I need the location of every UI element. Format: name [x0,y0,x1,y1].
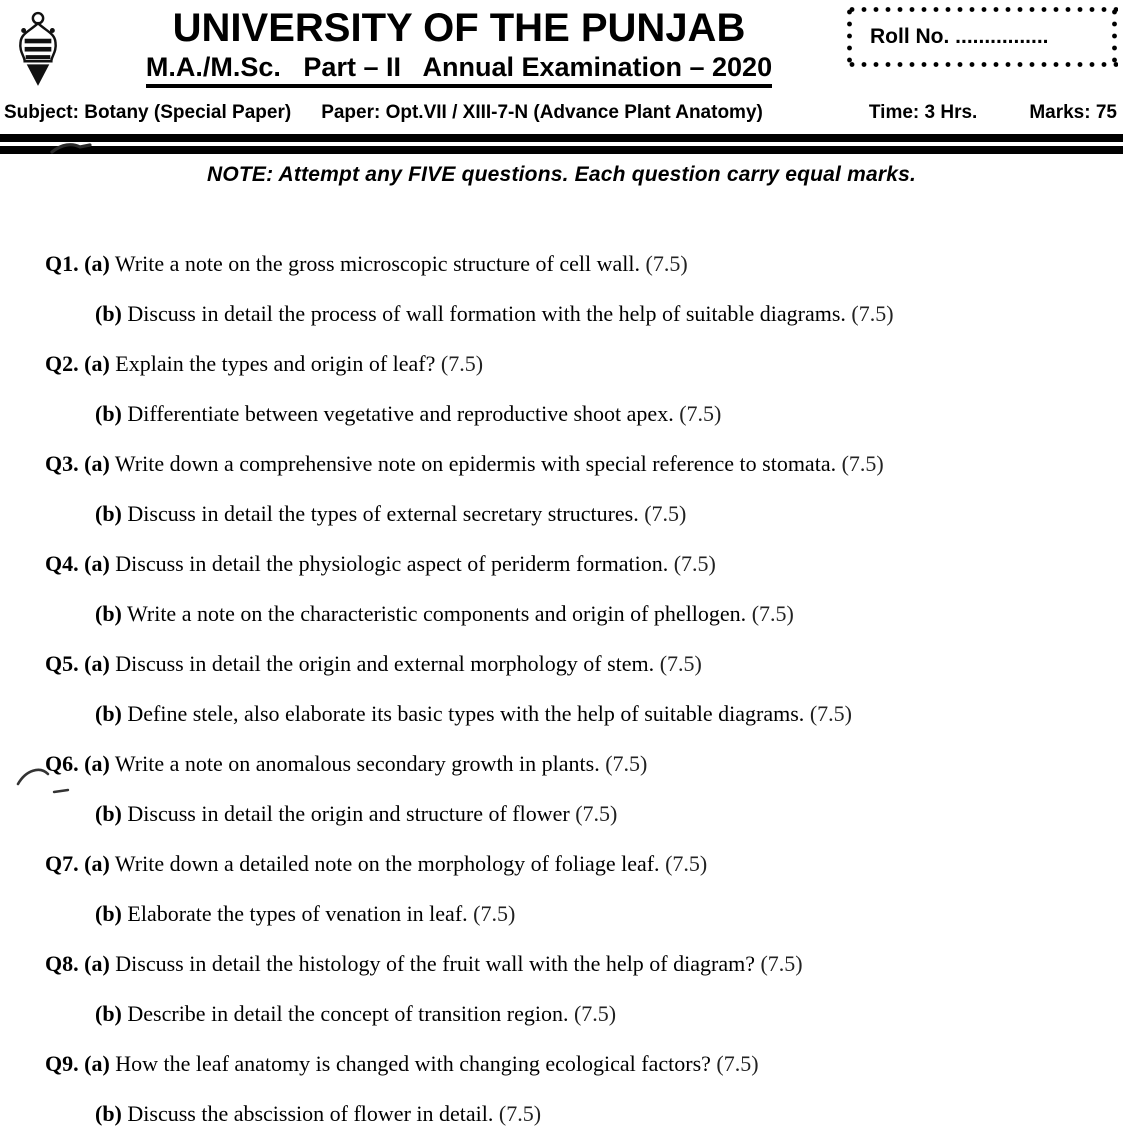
question-line [0,349,1123,379]
part-label: (a) [84,751,110,776]
question-line [0,899,1123,929]
part-label: (a) [84,251,110,276]
subject-label: Subject: Botany (Special Paper) [4,102,292,123]
question-line [0,299,1123,329]
question-text: Elaborate the types of venation in leaf. [127,901,468,926]
marks-value: (7.5) [440,351,484,376]
question-number: Q3. [45,451,79,476]
question-text: Write down a detailed note on the morphology of foliage leaf. [114,851,660,876]
question-number: Q8. [45,951,79,976]
part-label: (b) [95,901,122,926]
divider-bar-top [0,134,1123,142]
marks-value: (7.5) [575,801,618,826]
question-number: Q5. [45,651,79,676]
question-line [0,1099,1123,1129]
marks-value: (7.5) [644,501,687,526]
question-text: Discuss in detail the histology of the fruit wall with the help of diagram? [115,951,755,976]
question-line [0,549,1123,579]
marks-value: (7.5) [851,301,894,326]
marks-value: (7.5) [605,751,648,776]
question-number: Q7. [45,851,79,876]
part-label: (a) [84,1051,110,1076]
question-text: Discuss in detail the types of external secretary structures. [127,501,639,526]
part-label: (b) [95,1101,122,1126]
marks-value: (7.5) [573,1001,617,1026]
question-number: Q9. [45,1051,79,1076]
question-line [0,999,1123,1029]
marks-value: (7.5) [716,1051,759,1076]
question-text: Describe in detail the concept of transition region. [127,1001,569,1026]
part-label: (a) [84,951,110,976]
marks-value: (7.5) [809,701,852,726]
marks-value: (7.5) [473,901,516,926]
question-text: Discuss in detail the origin and structure of flower [127,801,570,826]
marks-label: Marks: 75 [1029,102,1117,123]
university-logo [0,4,72,95]
question-line [0,849,1123,879]
question-text: Discuss the abscission of flower in detail. [127,1101,494,1126]
question-text: Explain the types and origin of leaf? [115,351,436,376]
divider-bar-bottom [0,146,1123,154]
question-line [0,499,1123,529]
part-label: (b) [95,501,122,526]
part-label: (a) [84,851,110,876]
marks-value: (7.5) [659,651,702,676]
header [0,0,1123,95]
part-label: (b) [95,801,122,826]
marks-value: (7.5) [498,1101,542,1126]
part-label: (b) [95,1001,122,1026]
part-label: (b) [95,401,122,426]
exam-session-line: M.A./M.Sc. Part – II Annual Examination – 2020 [146,53,772,88]
question-line [0,799,1123,829]
instructions-note: NOTE: Attempt any FIVE questions. Each question carry equal marks. [206,163,917,186]
marks-value: (7.5) [645,251,688,276]
part-label: (a) [84,651,110,676]
part-label: (a) [84,351,110,376]
question-text: Write a note on the gross microscopic structure of cell wall. [114,251,641,276]
part-label: (a) [84,551,110,576]
paper-code-label: Paper: Opt.VII / XIII-7-N (Advance Plant Anatomy) [321,102,763,123]
part-label: (b) [95,601,122,626]
marks-value: (7.5) [679,401,722,426]
university-crest-icon [14,10,62,90]
question-text: How the leaf anatomy is changed with changing ecological factors? [115,1051,711,1076]
question-line [0,649,1123,679]
question-line [0,949,1123,979]
question-number: Q4. [45,551,79,576]
marks-value: (7.5) [841,451,884,476]
header-divider [0,134,1123,154]
question-line [0,699,1123,729]
marks-value: (7.5) [665,851,708,876]
roll-no-box [846,6,1118,68]
question-line [0,599,1123,629]
question-line [0,449,1123,479]
question-number: Q1. [45,251,79,276]
marks-value: (7.5) [760,951,803,976]
question-line [0,1049,1123,1079]
question-text: Write a note on anomalous secondary growth in plants. [114,751,600,776]
question-text: Write down a comprehensive note on epidermis with special reference to stomata. [114,451,837,476]
question-text: Write a note on the characteristic components and origin of phellogen. [127,601,747,626]
time-label: Time: 3 Hrs. [868,102,978,123]
question-list [0,249,1123,1129]
university-title: UNIVERSITY OF THE PUNJAB [172,6,746,50]
question-text: Discuss in detail the process of wall formation with the help of suitable diagrams. [127,301,846,326]
part-label: (a) [84,451,110,476]
question-line [0,399,1123,429]
question-text: Discuss in detail the origin and external morphology of stem. [115,651,655,676]
question-number: Q2. [45,351,79,376]
roll-no-label: Roll No. ................ [870,25,1049,48]
marks-value: (7.5) [751,601,794,626]
paper-meta-line [0,95,1123,129]
title-block [72,4,846,88]
question-text: Differentiate between vegetative and reproductive shoot apex. [127,401,674,426]
part-label: (b) [95,301,122,326]
question-line [0,249,1123,279]
marks-value: (7.5) [673,551,716,576]
question-text: Discuss in detail the physiologic aspect of periderm formation. [115,551,669,576]
question-line [0,749,1123,779]
part-label: (b) [95,701,122,726]
question-number: Q6. [45,751,79,776]
question-text: Define stele, also elaborate its basic types with the help of suitable diagrams. [127,701,805,726]
